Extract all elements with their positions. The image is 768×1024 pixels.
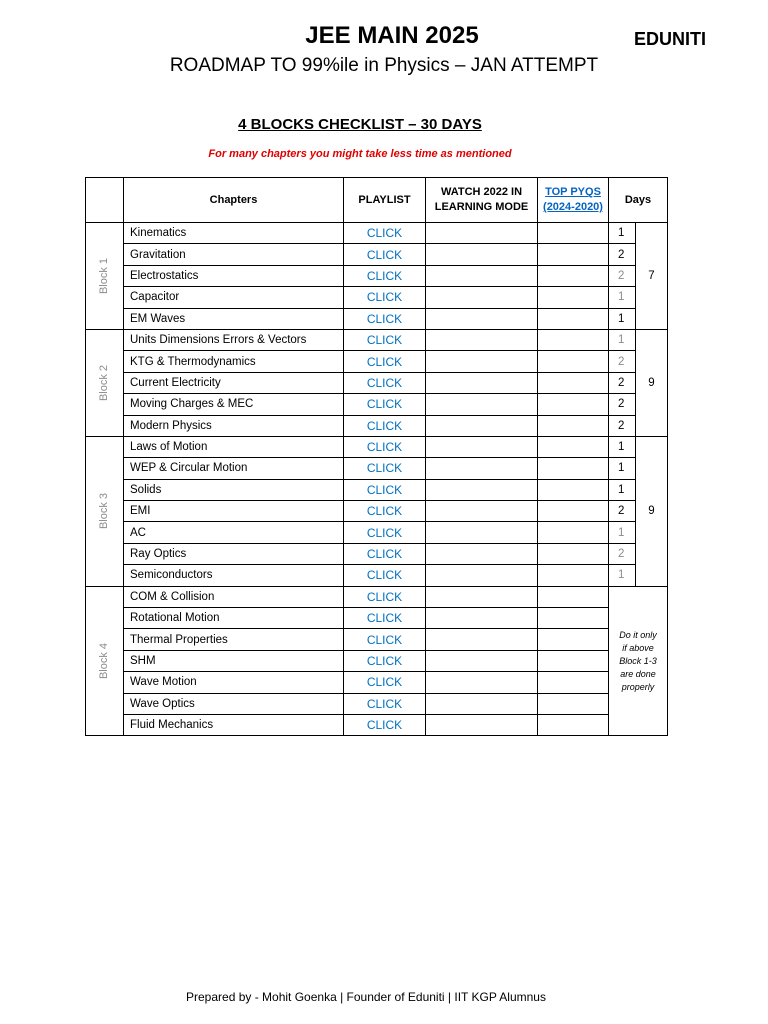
block-label: Block 2 xyxy=(98,364,111,401)
table-row xyxy=(86,287,668,308)
table-row xyxy=(86,543,668,564)
chapter-name: AC xyxy=(124,522,344,543)
block4-note-line: Do it only xyxy=(619,629,657,640)
watch-checkbox-cell[interactable] xyxy=(426,543,538,564)
pyq-checkbox-cell[interactable] xyxy=(538,287,609,308)
chapter-days: 1 xyxy=(609,565,636,586)
pyq-checkbox-cell[interactable] xyxy=(538,522,609,543)
block-label-cell xyxy=(86,223,124,330)
watch-checkbox-cell[interactable] xyxy=(426,714,538,735)
chapter-days: 2 xyxy=(609,244,636,265)
chapter-name: EM Waves xyxy=(124,308,344,329)
chapter-days: 1 xyxy=(609,308,636,329)
table-body xyxy=(86,223,668,736)
pyq-checkbox-cell[interactable] xyxy=(538,479,609,500)
playlist-link[interactable]: CLICK xyxy=(344,565,426,586)
playlist-link[interactable]: CLICK xyxy=(344,586,426,607)
playlist-link[interactable]: CLICK xyxy=(344,244,426,265)
table-row xyxy=(86,672,668,693)
pyq-checkbox-cell[interactable] xyxy=(538,458,609,479)
chapter-name: Moving Charges & MEC xyxy=(124,394,344,415)
pyq-checkbox-cell[interactable] xyxy=(538,415,609,436)
playlist-link[interactable]: CLICK xyxy=(344,479,426,500)
chapter-name: Current Electricity xyxy=(124,372,344,393)
chapter-days: 1 xyxy=(609,436,636,457)
table-row xyxy=(86,522,668,543)
watch-checkbox-cell[interactable] xyxy=(426,608,538,629)
table-row xyxy=(86,394,668,415)
block4-note-line: properly xyxy=(621,681,655,692)
block4-note-line: Block 1-3 xyxy=(619,655,657,666)
chapter-days: 1 xyxy=(609,287,636,308)
block4-note-line: if above xyxy=(622,642,654,653)
playlist-link[interactable]: CLICK xyxy=(344,308,426,329)
chapter-days: 1 xyxy=(609,223,636,244)
watch-checkbox-cell[interactable] xyxy=(426,223,538,244)
chapter-name: Solids xyxy=(124,479,344,500)
table-row xyxy=(86,308,668,329)
chapter-days: 2 xyxy=(609,351,636,372)
chapter-name: WEP & Circular Motion xyxy=(124,458,344,479)
chapter-name: Ray Optics xyxy=(124,543,344,564)
block-label-cell xyxy=(86,436,124,586)
pyq-checkbox-cell[interactable] xyxy=(538,372,609,393)
pyq-checkbox-cell[interactable] xyxy=(538,650,609,671)
block-label: Block 4 xyxy=(98,642,111,680)
playlist-link[interactable]: CLICK xyxy=(344,650,426,671)
watch-checkbox-cell[interactable] xyxy=(426,308,538,329)
playlist-link[interactable]: CLICK xyxy=(344,415,426,436)
watch-checkbox-cell[interactable] xyxy=(426,693,538,714)
table-row xyxy=(86,650,668,671)
playlist-link[interactable]: CLICK xyxy=(344,223,426,244)
chapter-days: 1 xyxy=(609,458,636,479)
table-row xyxy=(86,608,668,629)
table-row xyxy=(86,351,668,372)
watch-checkbox-cell[interactable] xyxy=(426,650,538,671)
block-label-cell xyxy=(86,586,124,736)
playlist-link[interactable]: CLICK xyxy=(344,714,426,735)
table-row xyxy=(86,458,668,479)
table-row xyxy=(86,629,668,650)
page-title: JEE MAIN 2025 xyxy=(305,22,479,49)
pyq-checkbox-cell[interactable] xyxy=(538,629,609,650)
playlist-link[interactable]: CLICK xyxy=(344,608,426,629)
playlist-header: PLAYLIST xyxy=(344,178,426,223)
playlist-link[interactable]: CLICK xyxy=(344,265,426,286)
watch-header xyxy=(426,178,538,223)
chapter-days: 2 xyxy=(609,415,636,436)
table-row xyxy=(86,693,668,714)
playlist-link[interactable]: CLICK xyxy=(344,458,426,479)
playlist-link[interactable]: CLICK xyxy=(344,501,426,522)
chapter-name: Electrostatics xyxy=(124,265,344,286)
chapter-name: Fluid Mechanics xyxy=(124,714,344,735)
table-row xyxy=(86,501,668,522)
footer-credit: Prepared by - Mohit Goenka | Founder of Eduniti | IIT KGP Alumnus xyxy=(186,990,546,1004)
watch-checkbox-cell[interactable] xyxy=(426,329,538,350)
watch-header-line2: LEARNING MODE xyxy=(434,201,529,213)
block-label: Block 1 xyxy=(98,257,111,295)
playlist-link[interactable]: CLICK xyxy=(344,329,426,350)
pyq-checkbox-cell[interactable] xyxy=(538,543,609,564)
pyq-checkbox-cell[interactable] xyxy=(538,501,609,522)
table-row xyxy=(86,714,668,735)
watch-checkbox-cell[interactable] xyxy=(426,244,538,265)
pyq-checkbox-cell[interactable] xyxy=(538,308,609,329)
pyq-checkbox-cell[interactable] xyxy=(538,223,609,244)
block-header xyxy=(86,178,124,223)
table-row xyxy=(86,244,668,265)
chapter-name: SHM xyxy=(124,650,344,671)
block-total-days: 9 xyxy=(636,329,668,436)
chapter-days: 2 xyxy=(609,265,636,286)
page-subtitle: ROADMAP TO 99%ile in Physics – JAN ATTEMPT xyxy=(169,55,599,76)
chapter-name: Rotational Motion xyxy=(124,608,344,629)
chapter-days: 1 xyxy=(609,522,636,543)
watch-checkbox-cell[interactable] xyxy=(426,586,538,607)
playlist-link[interactable]: CLICK xyxy=(344,372,426,393)
chapter-days: 1 xyxy=(609,479,636,500)
table-row xyxy=(86,265,668,286)
watch-checkbox-cell[interactable] xyxy=(426,372,538,393)
watch-header-line1: WATCH 2022 IN xyxy=(440,186,523,198)
pyq-checkbox-cell[interactable] xyxy=(538,244,609,265)
block4-note-line: are done xyxy=(620,668,656,679)
watch-checkbox-cell[interactable] xyxy=(426,436,538,457)
table-row xyxy=(86,223,668,244)
top-pyqs-link-line1[interactable]: TOP PYQS xyxy=(545,186,601,198)
block-total-days: 7 xyxy=(636,223,668,330)
chapter-name: Semiconductors xyxy=(124,565,344,586)
watch-checkbox-cell[interactable] xyxy=(426,394,538,415)
chapter-days: 1 xyxy=(609,329,636,350)
chapter-name: Kinematics xyxy=(124,223,344,244)
playlist-link[interactable]: CLICK xyxy=(344,522,426,543)
playlist-link[interactable]: CLICK xyxy=(344,351,426,372)
chapter-name: Thermal Properties xyxy=(124,629,344,650)
watch-checkbox-cell[interactable] xyxy=(426,565,538,586)
block-label: Block 3 xyxy=(98,493,111,530)
top-pyqs-header[interactable] xyxy=(538,178,609,223)
chapter-name: Units Dimensions Errors & Vectors xyxy=(124,329,344,350)
chapter-name: Wave Motion xyxy=(124,672,344,693)
watch-checkbox-cell[interactable] xyxy=(426,458,538,479)
watch-checkbox-cell[interactable] xyxy=(426,629,538,650)
pyq-checkbox-cell[interactable] xyxy=(538,672,609,693)
chapter-name: Laws of Motion xyxy=(124,436,344,457)
table-row xyxy=(86,372,668,393)
chapter-days: 2 xyxy=(609,543,636,564)
playlist-link[interactable]: CLICK xyxy=(344,629,426,650)
table-row xyxy=(86,479,668,500)
playlist-link[interactable]: CLICK xyxy=(344,436,426,457)
watch-checkbox-cell[interactable] xyxy=(426,479,538,500)
pyq-checkbox-cell[interactable] xyxy=(538,265,609,286)
time-note: For many chapters you might take less time as mentioned xyxy=(208,148,512,160)
chapter-days: 2 xyxy=(609,372,636,393)
chapter-name: KTG & Thermodynamics xyxy=(124,351,344,372)
table-header-row xyxy=(86,178,668,223)
table-row xyxy=(86,565,668,586)
watch-checkbox-cell[interactable] xyxy=(426,265,538,286)
pyq-checkbox-cell[interactable] xyxy=(538,329,609,350)
watch-checkbox-cell[interactable] xyxy=(426,672,538,693)
table-row xyxy=(86,415,668,436)
table-row xyxy=(86,329,668,350)
brand-name: EDUNITI xyxy=(634,29,706,49)
watch-checkbox-cell[interactable] xyxy=(426,415,538,436)
top-pyqs-link-line2[interactable]: (2024-2020) xyxy=(543,201,603,213)
pyq-checkbox-cell[interactable] xyxy=(538,436,609,457)
pyq-checkbox-cell[interactable] xyxy=(538,565,609,586)
checklist-title: 4 BLOCKS CHECKLIST – 30 DAYS xyxy=(238,116,482,133)
block-label-cell xyxy=(86,329,124,436)
block4-note xyxy=(609,586,668,736)
chapter-name: EMI xyxy=(124,501,344,522)
watch-checkbox-cell[interactable] xyxy=(426,522,538,543)
table-row xyxy=(86,436,668,457)
pyq-checkbox-cell[interactable] xyxy=(538,608,609,629)
pyq-checkbox-cell[interactable] xyxy=(538,394,609,415)
watch-checkbox-cell[interactable] xyxy=(426,351,538,372)
pyq-checkbox-cell[interactable] xyxy=(538,586,609,607)
chapter-name: COM & Collision xyxy=(124,586,344,607)
pyq-checkbox-cell[interactable] xyxy=(538,693,609,714)
days-header: Days xyxy=(609,178,668,223)
playlist-link[interactable]: CLICK xyxy=(344,394,426,415)
chapter-days: 2 xyxy=(609,394,636,415)
pyq-checkbox-cell[interactable] xyxy=(538,714,609,735)
watch-checkbox-cell[interactable] xyxy=(426,287,538,308)
chapter-days: 2 xyxy=(609,501,636,522)
playlist-link[interactable]: CLICK xyxy=(344,543,426,564)
block-total-days: 9 xyxy=(636,436,668,586)
playlist-link[interactable]: CLICK xyxy=(344,287,426,308)
pyq-checkbox-cell[interactable] xyxy=(538,351,609,372)
table-row xyxy=(86,586,668,607)
chapter-name: Capacitor xyxy=(124,287,344,308)
chapter-name: Wave Optics xyxy=(124,693,344,714)
chapter-name: Gravitation xyxy=(124,244,344,265)
playlist-link[interactable]: CLICK xyxy=(344,693,426,714)
chapter-name: Modern Physics xyxy=(124,415,344,436)
roadmap-table xyxy=(85,177,668,736)
chapters-header: Chapters xyxy=(124,178,344,223)
watch-checkbox-cell[interactable] xyxy=(426,501,538,522)
playlist-link[interactable]: CLICK xyxy=(344,672,426,693)
